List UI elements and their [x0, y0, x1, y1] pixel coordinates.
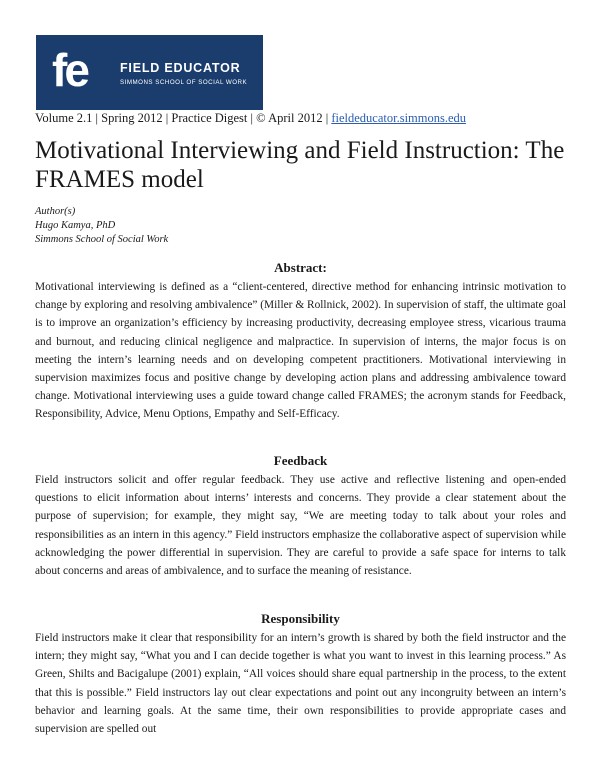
author-label: Author(s) — [35, 206, 76, 217]
logo-subtitle: SIMMONS SCHOOL OF SOCIAL WORK — [120, 79, 248, 86]
abstract-heading: Abstract: — [274, 260, 327, 275]
author-name: Hugo Kamya, PhD — [35, 220, 116, 231]
journal-link[interactable]: fieldeducator.simmons.edu — [331, 111, 467, 125]
author-block — [35, 205, 435, 247]
feedback-heading: Feedback — [273, 453, 328, 468]
author-affiliation: Simmons School of Social Work — [35, 234, 169, 245]
publication-meta — [35, 111, 575, 126]
abstract-text: Motivational interviewing is defined as a “client-centered, directive method for enhancing intrinsic motivation to change by exploring and resolving ambivalence” (Miller & Rollnick, 2002). In supervision of staff, the ultimate goal is to improve an organization’s efficiency by increasing productivity, decreasing employee stress, vicarious trauma and burnout, and reducing clinical negligence and malpractice. In supervision of interns, the major focus is on meeting the intern’s learning needs and on developing competent practitioners. Motivational interviewing in supervision maximizes focus and positive change by developing action plans and addressing ambivalence toward change. Motivational interviewing uses a guide toward change called FRAMES; the acronym stands for Feedback, Responsibility, Advice, Menu Options, Empathy and Self-Efficacy. — [35, 281, 566, 421]
meta-text: Volume 2.1 | Spring 2012 | Practice Digest | © April 2012 | — [35, 111, 332, 125]
abstract-section — [35, 260, 566, 424]
responsibility-section — [35, 611, 566, 738]
field-educator-logo — [36, 35, 263, 110]
logo-title: FIELD EDUCATOR — [120, 61, 241, 75]
article-title: Motivational Interviewing and Field Instruction: The FRAMES model — [35, 137, 565, 193]
responsibility-text: Field instructors make it clear that responsibility for an intern’s growth is shared by both the field instructor and the intern; they might say, “What you and I can decide together is what you want to invest in this learning process.” As Green, Shilts and Bacigalupe (2001) explain, “All voices should share equal partnership in the process, to the extent that this is possible.” Field instructors lay out clear expectations and point out any incongruity between an intern’s behavior and learning goals. At the same time, their own responsibilities to provide appropriate cases and supervision are spelled out — [35, 632, 566, 736]
fe-logo-mark: fe — [52, 44, 87, 96]
feedback-text: Field instructors solicit and offer regular feedback. They use active and reflective listening and open-ended questions to elicit information about interns’ interests and concerns. They provide a clear statement about the purpose of supervision; for example, they might say, “We are meeting today to talk about your roles and responsibilities as an intern in this agency.” Field instructors emphasize the collaborative aspect of supervision while acknowledging the power differential in supervision. They are careful to provide a safe space for interns to talk about concerns and areas of ambivalence, and to surface the meaning of resistance. — [35, 474, 566, 578]
feedback-section — [35, 453, 566, 580]
responsibility-heading: Responsibility — [261, 611, 340, 626]
